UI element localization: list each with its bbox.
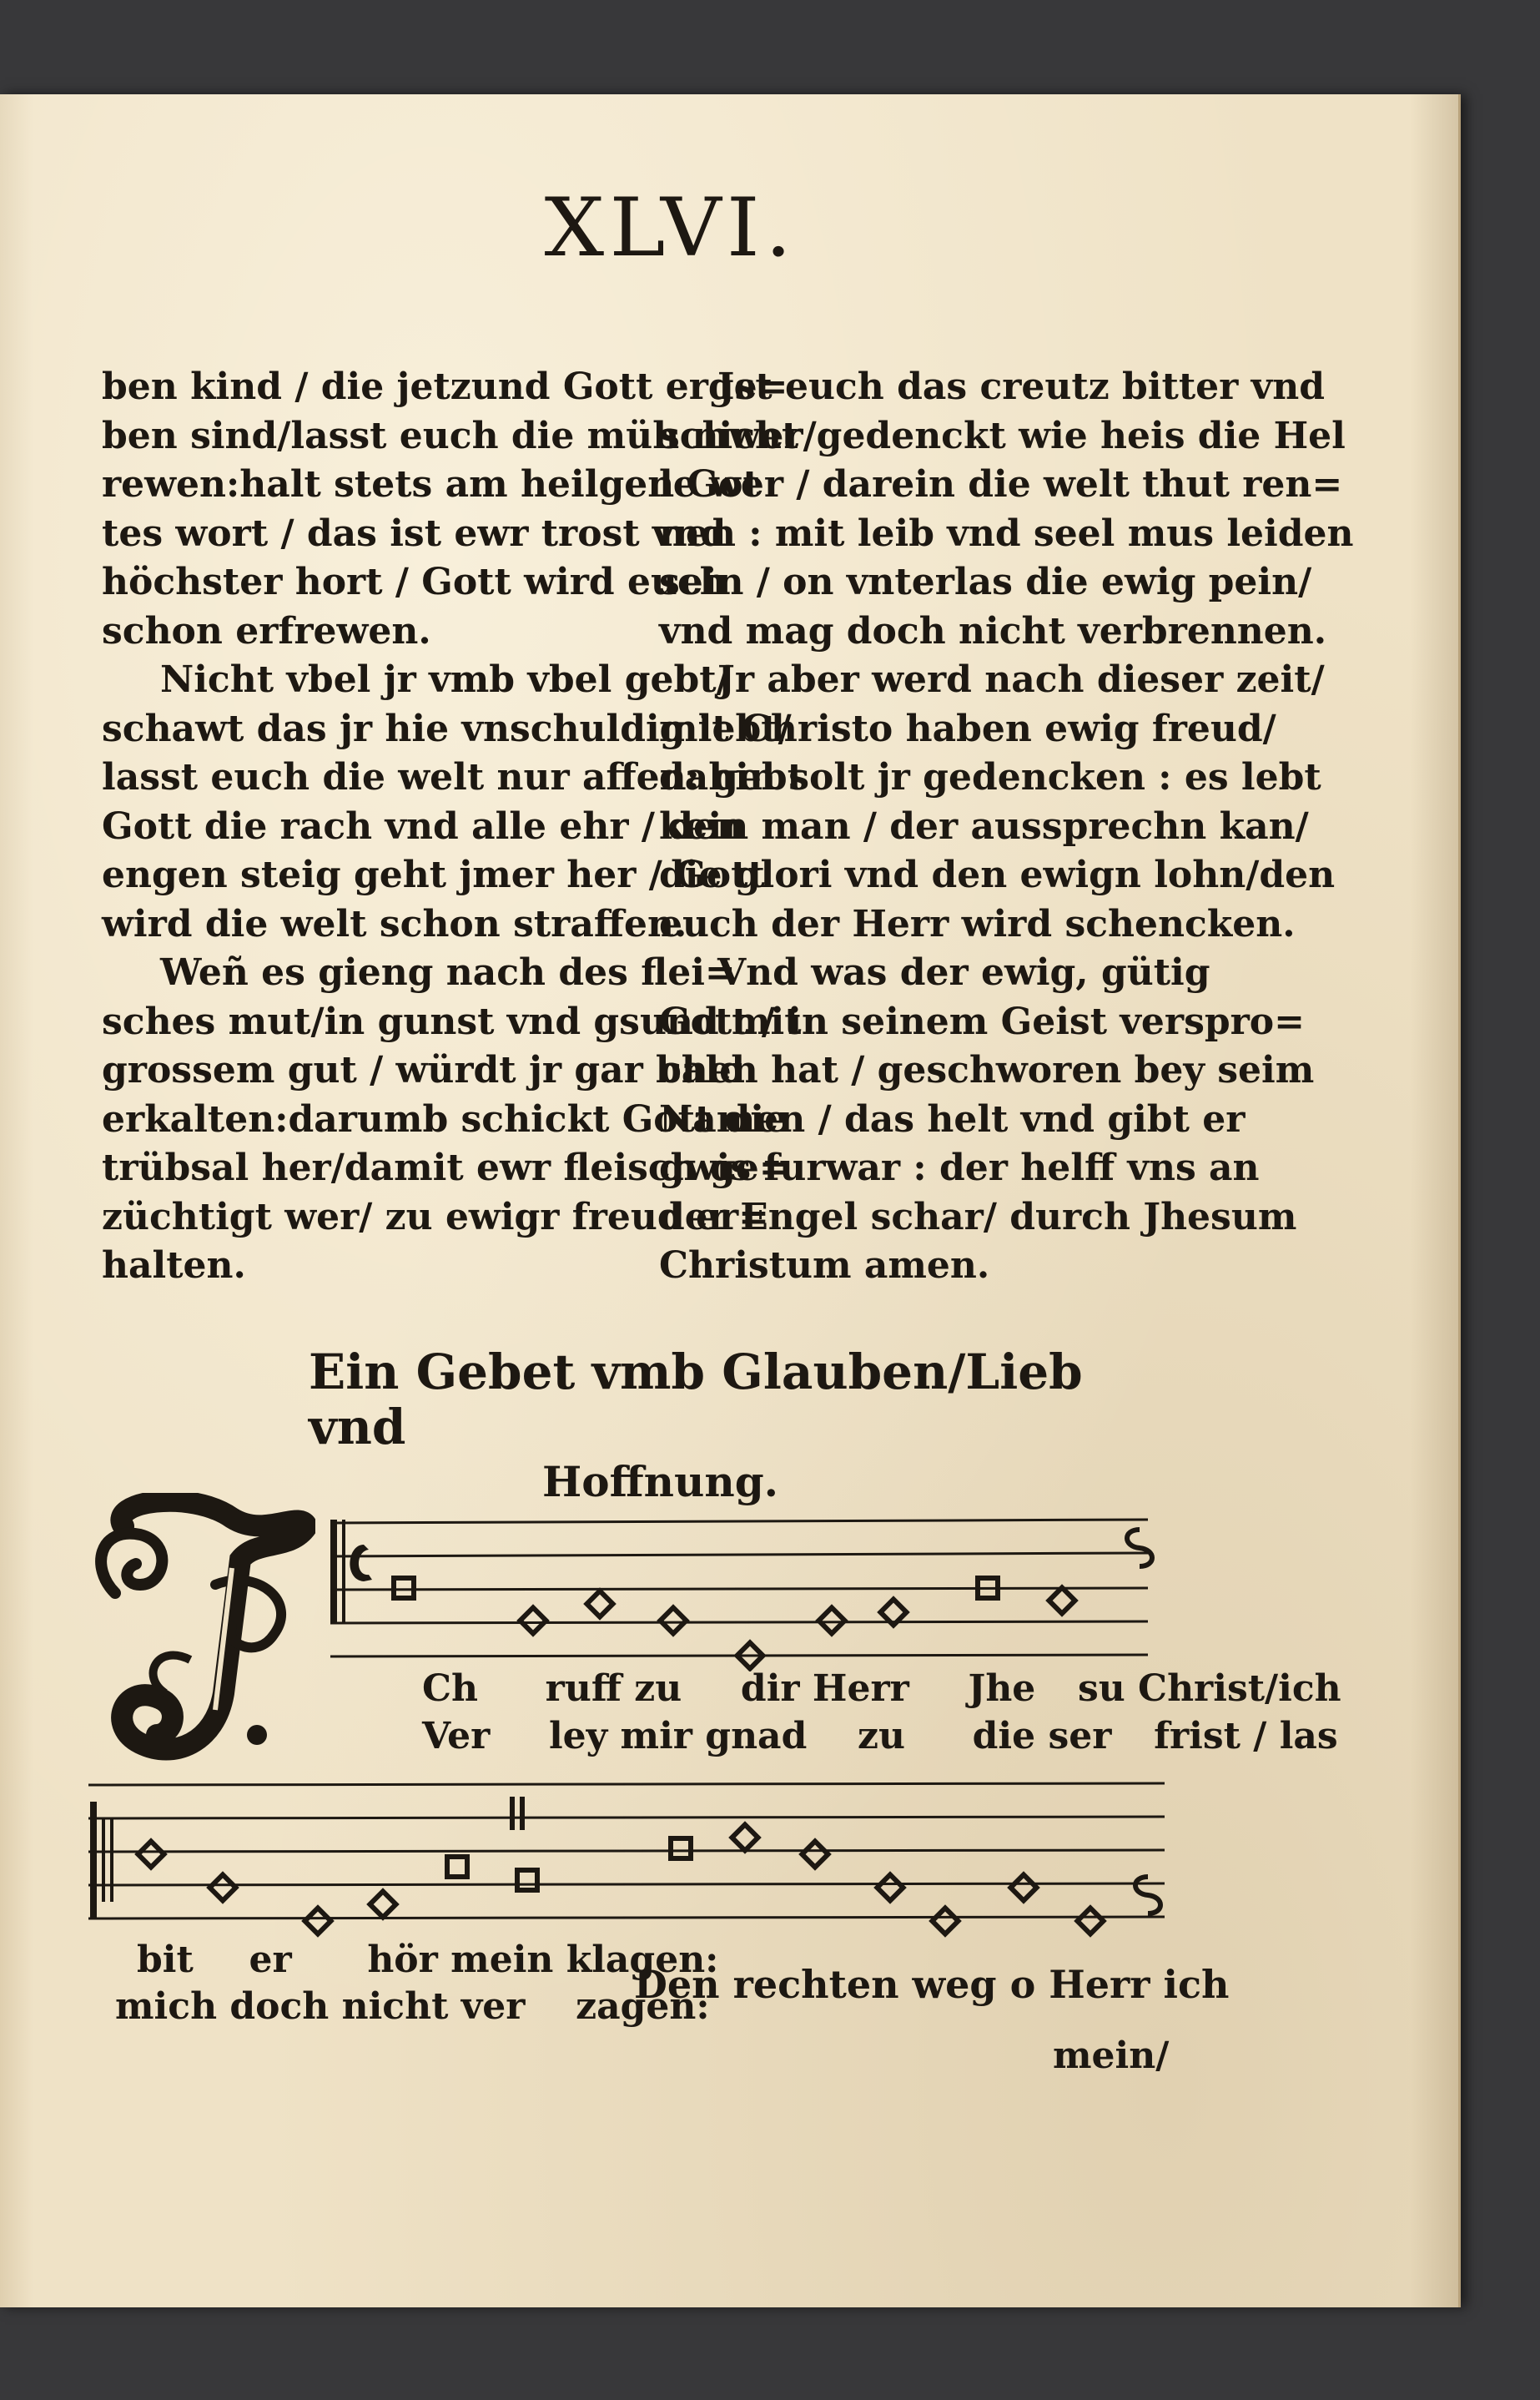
book-page xyxy=(0,94,1461,2307)
lyric-syllable: su Christ/ich xyxy=(1077,1667,1341,1710)
left-column-line: rewen:halt stets am heilgen Got xyxy=(102,463,760,506)
decorated-initial-i xyxy=(90,1493,315,1768)
right-column-line: Vnd was der ewig, gütig xyxy=(717,951,1210,994)
left-column-line: halten. xyxy=(102,1244,246,1287)
left-column-line: wird die welt schon straffen. xyxy=(102,902,687,945)
right-column-line: schwer/gedenckt wie heis die Hel xyxy=(659,414,1346,457)
right-column-line: mit Christo haben ewig freud/ xyxy=(659,707,1276,750)
right-column-line: Christum amen. xyxy=(659,1244,990,1287)
lyric-syllable: mich doch nicht ver xyxy=(115,1985,526,2028)
right-column-line: Namen / das helt vnd gibt er xyxy=(659,1097,1246,1141)
left-column-line: schon erfrewen. xyxy=(102,609,431,653)
left-column-line: höchster hort / Gott wird euch xyxy=(102,561,727,603)
music-staff-1 xyxy=(314,1513,1181,1671)
right-column-line: die glori vnd den ewign lohn/den xyxy=(659,854,1336,896)
notes-staff-1 xyxy=(394,1530,1152,1669)
hymn-title xyxy=(309,1344,1143,1510)
left-column-line: erkalten:darumb schickt Gott die xyxy=(102,1097,788,1141)
left-column-line: ben sind/lasst euch die müh nicht xyxy=(102,414,799,457)
left-column-line: züchtigt wer/ zu ewigr freud er= xyxy=(102,1195,770,1238)
lyric-syllable: zagen: xyxy=(576,1985,710,2028)
right-column-line: nen : mit leib vnd seel mus leiden xyxy=(659,512,1354,555)
folio-number: XLVI. xyxy=(544,181,798,275)
lyric-syllable: dir Herr xyxy=(740,1667,909,1710)
lyric-syllable: ley mir gnad xyxy=(548,1715,808,1757)
left-column-line: trübsal her/damit ewr fleisch ge= xyxy=(102,1147,790,1189)
lyric-syllable: frist / las xyxy=(1154,1715,1338,1757)
lyric-syllable: er xyxy=(249,1939,292,1981)
left-column-line: ben kind / die jetzund Gott erge= xyxy=(102,366,788,408)
staff2-lyrics-line-2 xyxy=(115,1985,710,2028)
staff2-lyrics-end: mein/ xyxy=(1053,2034,1170,2077)
music-staff-2 xyxy=(88,1772,1190,1947)
right-column-line: sein / on vnterlas die ewig pein/ xyxy=(659,561,1312,603)
lyric-syllable: Ch xyxy=(422,1667,479,1710)
left-column-line: lasst euch die welt nur affen: gebt xyxy=(102,756,805,799)
lyric-syllable: ruff zu xyxy=(545,1667,682,1710)
lyric-syllable: die xyxy=(972,1715,1036,1757)
left-column-line: engen steig geht jmer her / Gott xyxy=(102,854,765,896)
right-column-line: le wer / darein die welt thut ren= xyxy=(659,463,1343,506)
right-column-line: chen hat / geschworen bey seim xyxy=(659,1049,1315,1092)
lyric-syllable: hör mein klagen: xyxy=(367,1939,719,1981)
left-column-line: Weñ es gieng nach des flei= xyxy=(160,951,736,994)
right-column-line: euch der Herr wird schencken. xyxy=(659,902,1296,945)
lyric-syllable: Jhe xyxy=(968,1667,1036,1710)
right-column-line: Ist euch das creutz bitter vnd xyxy=(717,366,1325,408)
staff2-lyrics-line-1 xyxy=(137,1939,718,1981)
lyric-syllable: zu xyxy=(858,1715,905,1757)
left-column-line: Nicht vbel jr vmb vbel gebt/ xyxy=(160,658,730,701)
hymn-title-line-2: Hoffnung. xyxy=(542,1457,779,1506)
left-column-line: Gott die rach vnd alle ehr / den xyxy=(102,804,743,848)
lyric-syllable: Ver xyxy=(422,1715,491,1757)
right-column-line: gwis furwar : der helff vns an xyxy=(659,1147,1260,1189)
right-column-line: Gott / in seinem Geist verspro= xyxy=(659,1000,1306,1043)
left-column-line: tes wort / das ist ewr trost vnd xyxy=(102,512,727,555)
right-column-line: dahin solt jr gedencken : es lebt xyxy=(659,756,1321,799)
lyric-syllable: bit xyxy=(137,1939,194,1981)
hymn-title-line-1: Ein Gebet vmb Glauben/Lieb vnd xyxy=(309,1344,1083,1455)
left-text-column xyxy=(102,363,805,1291)
staff1-lyrics-line-1 xyxy=(422,1667,1341,1710)
right-text-column xyxy=(659,363,1354,1291)
staff2-lyrics-middle: Den rechten weg o Herr ich xyxy=(634,1962,1230,2007)
left-column-line: grossem gut / würdt jr gar bald xyxy=(102,1049,745,1092)
left-column-line: schawt das jr hie vnschuldig lebt/ xyxy=(102,707,792,750)
right-column-line: der Engel schar/ durch Jhesum xyxy=(659,1195,1297,1238)
staff1-lyrics-line-2 xyxy=(422,1715,1338,1757)
left-column-line: sches mut/in gunst vnd gsund mit xyxy=(102,1000,802,1043)
right-column-line: vnd mag doch nicht verbrennen. xyxy=(659,609,1327,653)
right-column-line: kein man / der aussprechn kan/ xyxy=(659,804,1309,848)
lyric-syllable: ser xyxy=(1048,1715,1112,1757)
right-column-line: Jr aber werd nach dieser zeit/ xyxy=(717,658,1325,701)
